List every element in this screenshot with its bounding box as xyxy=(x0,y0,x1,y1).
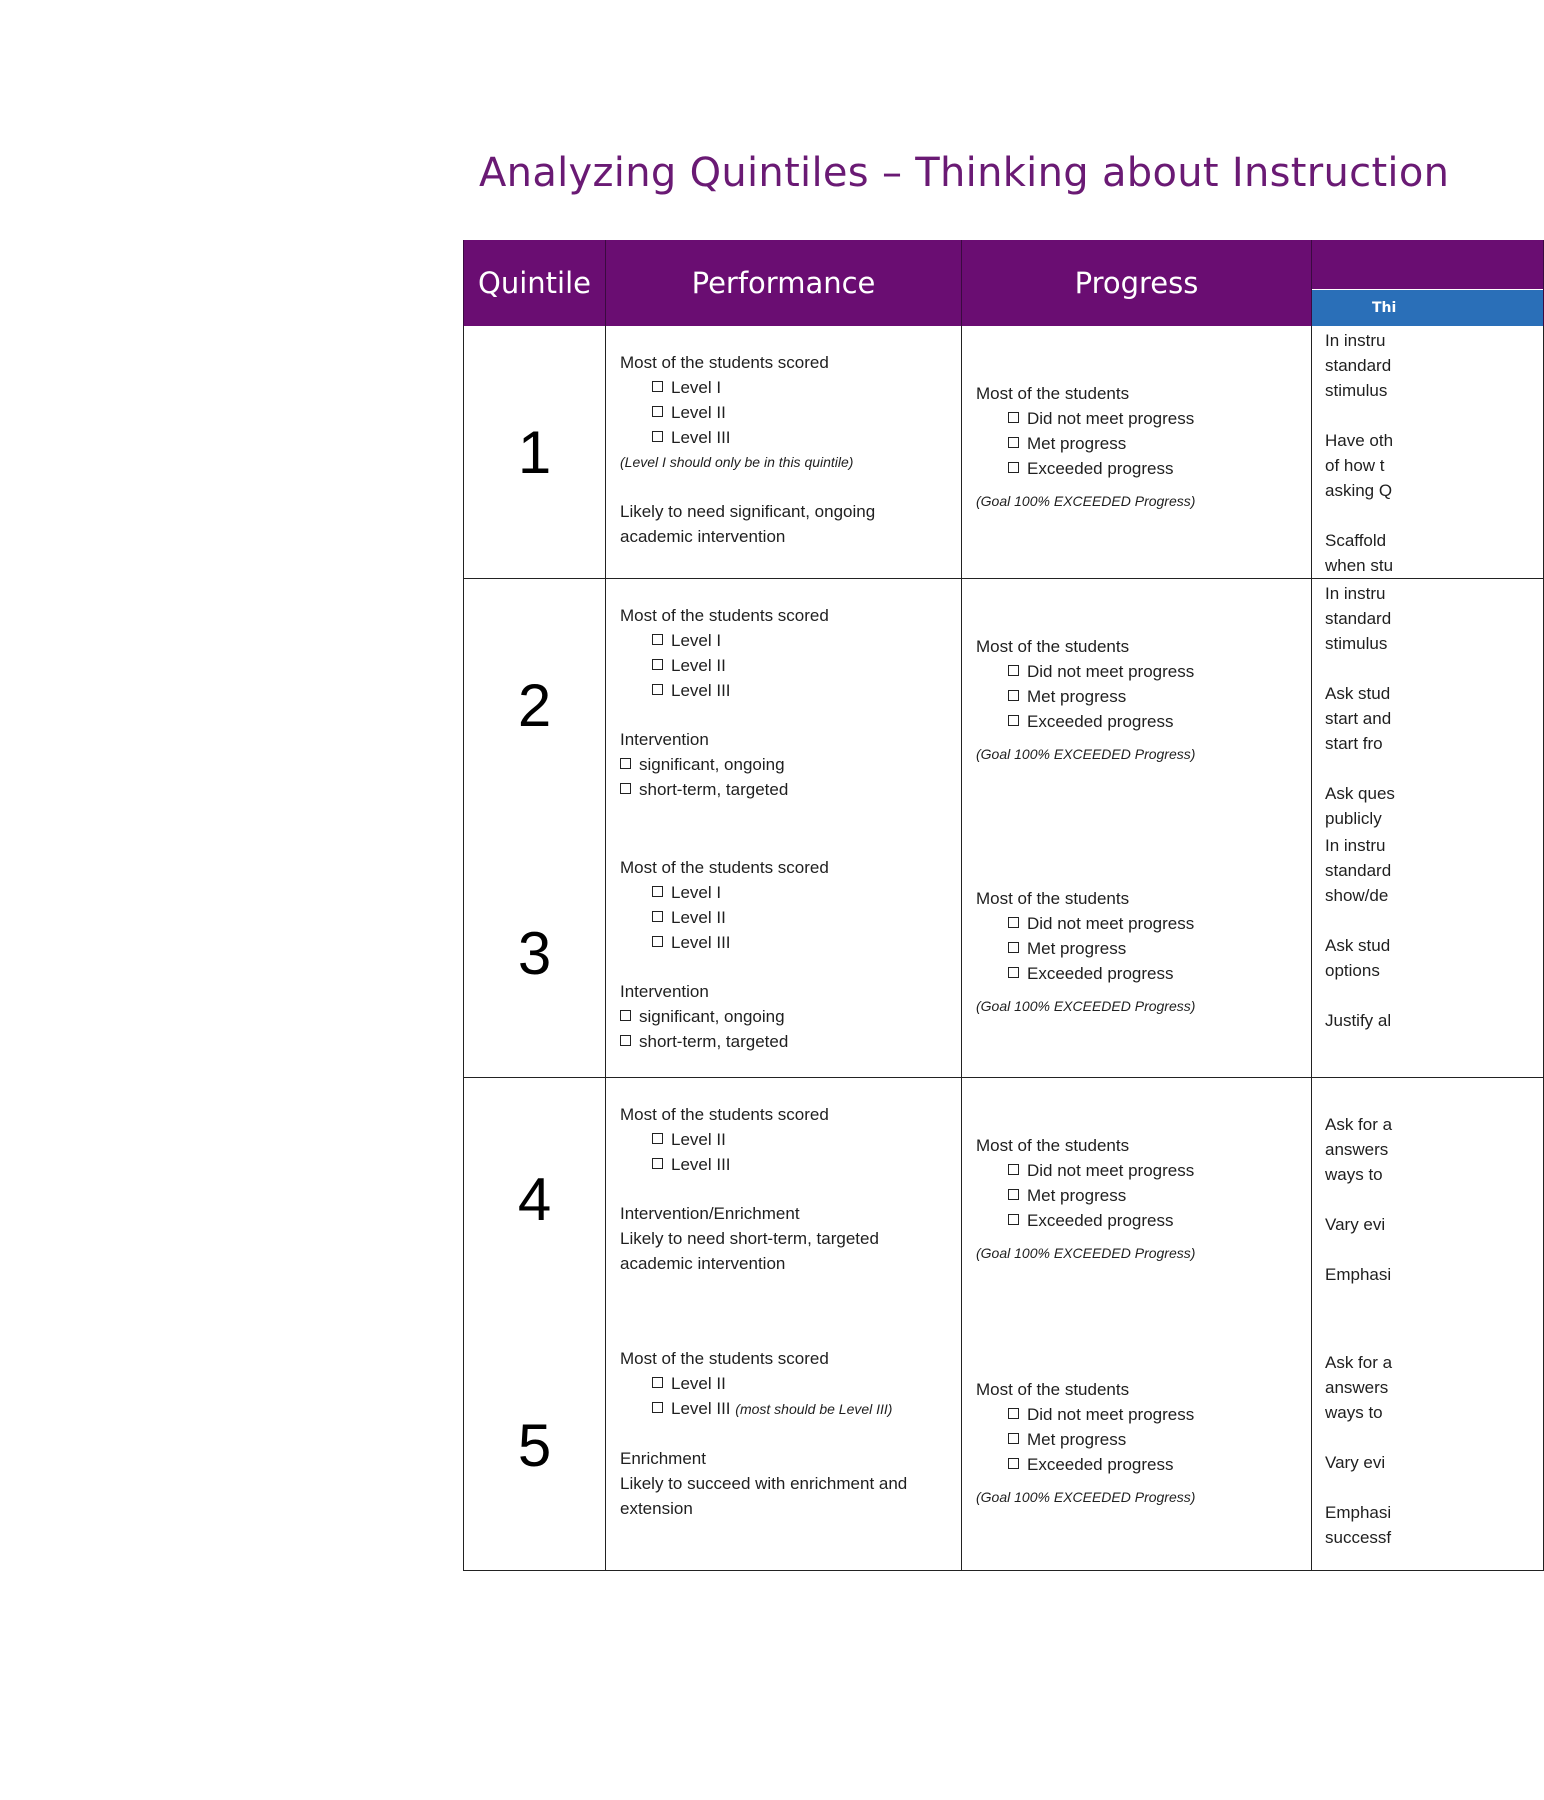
progress-checkbox[interactable]: Exceeded progress xyxy=(976,1452,1301,1477)
likely-text: Likely to need significant, ongoing xyxy=(620,502,876,521)
page-title: Analyzing Quintiles – Thinking about Instruction xyxy=(479,150,1450,196)
level-checkbox[interactable]: Level II xyxy=(620,1127,949,1152)
level-note: (Level I should only be in this quintile) xyxy=(620,454,854,470)
quintile-row-1 xyxy=(464,326,1544,579)
checkbox-icon xyxy=(652,381,663,392)
progress-cell-2 xyxy=(962,579,1312,832)
performance-cell-2 xyxy=(606,579,962,832)
scored-label: Most of the students scored xyxy=(620,353,829,372)
thinking-cell-2: In instru standard stimulus Ask stud start and start fro Ask ques publicly xyxy=(1312,579,1544,832)
checkbox-icon xyxy=(652,1158,663,1169)
level-checkbox[interactable]: Level II xyxy=(620,400,949,425)
quintile-row-3 xyxy=(464,831,1544,1077)
level-note: (most should be Level III) xyxy=(735,1401,893,1417)
progress-checkbox[interactable]: Did not meet progress xyxy=(976,1402,1301,1427)
checkbox-icon xyxy=(1008,1164,1019,1175)
progress-checkbox[interactable]: Exceeded progress xyxy=(976,709,1301,734)
progress-cell-1 xyxy=(962,326,1312,579)
checkbox-icon xyxy=(1008,1189,1019,1200)
checkbox-icon xyxy=(620,783,631,794)
checkbox-icon xyxy=(652,1377,663,1388)
intervention-checkbox[interactable]: significant, ongoing xyxy=(620,752,949,777)
checkbox-icon xyxy=(1008,1408,1019,1419)
checkbox-icon xyxy=(652,634,663,645)
likely-text: extension xyxy=(620,1499,693,1518)
enrichment-label: Enrichment xyxy=(620,1449,706,1468)
progress-checkbox[interactable]: Did not meet progress xyxy=(976,659,1301,684)
progress-cell-4 xyxy=(962,1077,1312,1322)
intervention-label: Intervention xyxy=(620,730,709,749)
quintile-number-5: 5 xyxy=(464,1322,606,1570)
progress-checkbox[interactable]: Did not meet progress xyxy=(976,911,1301,936)
checkbox-icon xyxy=(620,758,631,769)
level-checkbox[interactable]: Level II xyxy=(620,653,949,678)
checkbox-icon xyxy=(1008,942,1019,953)
progress-checkbox[interactable]: Met progress xyxy=(976,684,1301,709)
checkbox-icon xyxy=(1008,412,1019,423)
progress-cell-3 xyxy=(962,831,1312,1077)
performance-cell-5 xyxy=(606,1322,962,1570)
checkbox-icon xyxy=(1008,967,1019,978)
likely-text: academic intervention xyxy=(620,527,786,546)
performance-cell-3 xyxy=(606,831,962,1077)
quintile-number-2: 2 xyxy=(464,579,606,832)
level-checkbox[interactable]: Level III xyxy=(620,1152,949,1177)
checkbox-icon xyxy=(652,1133,663,1144)
thinking-cell-3: In instru standard show/de Ask stud options Justify al xyxy=(1312,831,1544,1077)
scored-label: Most of the students scored xyxy=(620,1104,829,1124)
level-checkbox[interactable]: Level I xyxy=(620,628,949,653)
checkbox-icon xyxy=(1008,665,1019,676)
checkbox-icon xyxy=(1008,715,1019,726)
checkbox-icon xyxy=(652,406,663,417)
progress-checkbox[interactable]: Exceeded progress xyxy=(976,456,1301,481)
students-label: Most of the students xyxy=(976,1135,1130,1155)
goal-note: (Goal 100% EXCEEDED Progress) xyxy=(976,1489,1196,1505)
checkbox-icon xyxy=(1008,1458,1019,1469)
quintile-row-2 xyxy=(464,579,1544,832)
quintile-row-5 xyxy=(464,1322,1544,1570)
header-performance: Performance xyxy=(606,240,962,326)
checkbox-icon xyxy=(652,1402,663,1413)
progress-checkbox[interactable]: Met progress xyxy=(976,1183,1301,1208)
progress-cell-5 xyxy=(962,1322,1312,1570)
checkbox-icon xyxy=(1008,1214,1019,1225)
likely-text: academic intervention xyxy=(620,1253,786,1273)
checkbox-icon xyxy=(652,659,663,670)
header-thinking xyxy=(1312,240,1544,326)
quintile-row-4 xyxy=(464,1077,1544,1322)
progress-checkbox[interactable]: Met progress xyxy=(976,431,1301,456)
performance-cell-4 xyxy=(606,1077,962,1322)
scored-label: Most of the students scored xyxy=(620,1349,829,1368)
checkbox-icon xyxy=(652,431,663,442)
quintile-table-frame xyxy=(463,240,1397,1562)
level-checkbox[interactable]: Level I xyxy=(620,880,949,905)
progress-checkbox[interactable]: Did not meet progress xyxy=(976,1158,1301,1183)
header-progress: Progress xyxy=(962,240,1312,326)
progress-checkbox[interactable]: Exceeded progress xyxy=(976,961,1301,986)
thinking-cell-5: Ask for a answers ways to Vary evi Emphasi successf xyxy=(1312,1322,1544,1570)
intervention-label: Intervention xyxy=(620,982,709,1001)
checkbox-icon xyxy=(620,1035,631,1046)
likely-text: Likely to need short-term, targeted xyxy=(620,1228,879,1248)
goal-note: (Goal 100% EXCEEDED Progress) xyxy=(976,998,1196,1014)
thinking-cell-4: Ask for a answers ways to Vary evi Emphasi xyxy=(1312,1077,1544,1322)
level-checkbox[interactable]: Level III (most should be Level III) xyxy=(620,1396,949,1422)
intervention-checkbox[interactable]: significant, ongoing xyxy=(620,1004,949,1029)
students-label: Most of the students xyxy=(976,637,1130,656)
students-label: Most of the students xyxy=(976,889,1130,908)
quintile-number-1: 1 xyxy=(464,326,606,579)
goal-note: (Goal 100% EXCEEDED Progress) xyxy=(976,746,1196,762)
scored-label: Most of the students scored xyxy=(620,858,829,877)
level-checkbox[interactable]: Level II xyxy=(620,1371,949,1396)
intervention-checkbox[interactable]: short-term, targeted xyxy=(620,1029,949,1054)
progress-checkbox[interactable]: Exceeded progress xyxy=(976,1208,1301,1233)
progress-checkbox[interactable]: Met progress xyxy=(976,1427,1301,1452)
intervention-checkbox[interactable]: short-term, targeted xyxy=(620,777,949,802)
checkbox-icon xyxy=(1008,690,1019,701)
checkbox-icon xyxy=(620,1010,631,1021)
checkbox-icon xyxy=(1008,437,1019,448)
performance-cell-1 xyxy=(606,326,962,579)
checkbox-icon xyxy=(652,886,663,897)
likely-text: Likely to succeed with enrichment and xyxy=(620,1474,908,1493)
students-label: Most of the students xyxy=(976,1380,1130,1399)
checkbox-icon xyxy=(652,911,663,922)
level-checkbox[interactable]: Level III xyxy=(620,678,949,703)
quintile-number-4: 4 xyxy=(464,1077,606,1322)
header-quintile: Quintile xyxy=(464,240,606,326)
checkbox-icon xyxy=(1008,1433,1019,1444)
level-checkbox[interactable]: Level III xyxy=(620,425,949,450)
goal-note: (Goal 100% EXCEEDED Progress) xyxy=(976,493,1196,509)
header-thinking-sub: Thi xyxy=(1312,289,1543,326)
checkbox-icon xyxy=(1008,917,1019,928)
level-checkbox[interactable]: Level II xyxy=(620,905,949,930)
goal-note: (Goal 100% EXCEEDED Progress) xyxy=(976,1244,1196,1261)
checkbox-icon xyxy=(652,684,663,695)
students-label: Most of the students xyxy=(976,384,1130,403)
level-checkbox[interactable]: Level I xyxy=(620,375,949,400)
scored-label: Most of the students scored xyxy=(620,606,829,625)
quintile-table xyxy=(463,240,1544,1571)
progress-checkbox[interactable]: Met progress xyxy=(976,936,1301,961)
quintile-number-3: 3 xyxy=(464,831,606,1077)
intervention-label: Intervention/Enrichment xyxy=(620,1203,800,1223)
checkbox-icon xyxy=(1008,462,1019,473)
progress-checkbox[interactable]: Did not meet progress xyxy=(976,406,1301,431)
checkbox-icon xyxy=(652,936,663,947)
thinking-cell-1: In instru standard stimulus Have oth of how t asking Q Scaffold when stu xyxy=(1312,326,1544,579)
level-checkbox[interactable]: Level III xyxy=(620,930,949,955)
